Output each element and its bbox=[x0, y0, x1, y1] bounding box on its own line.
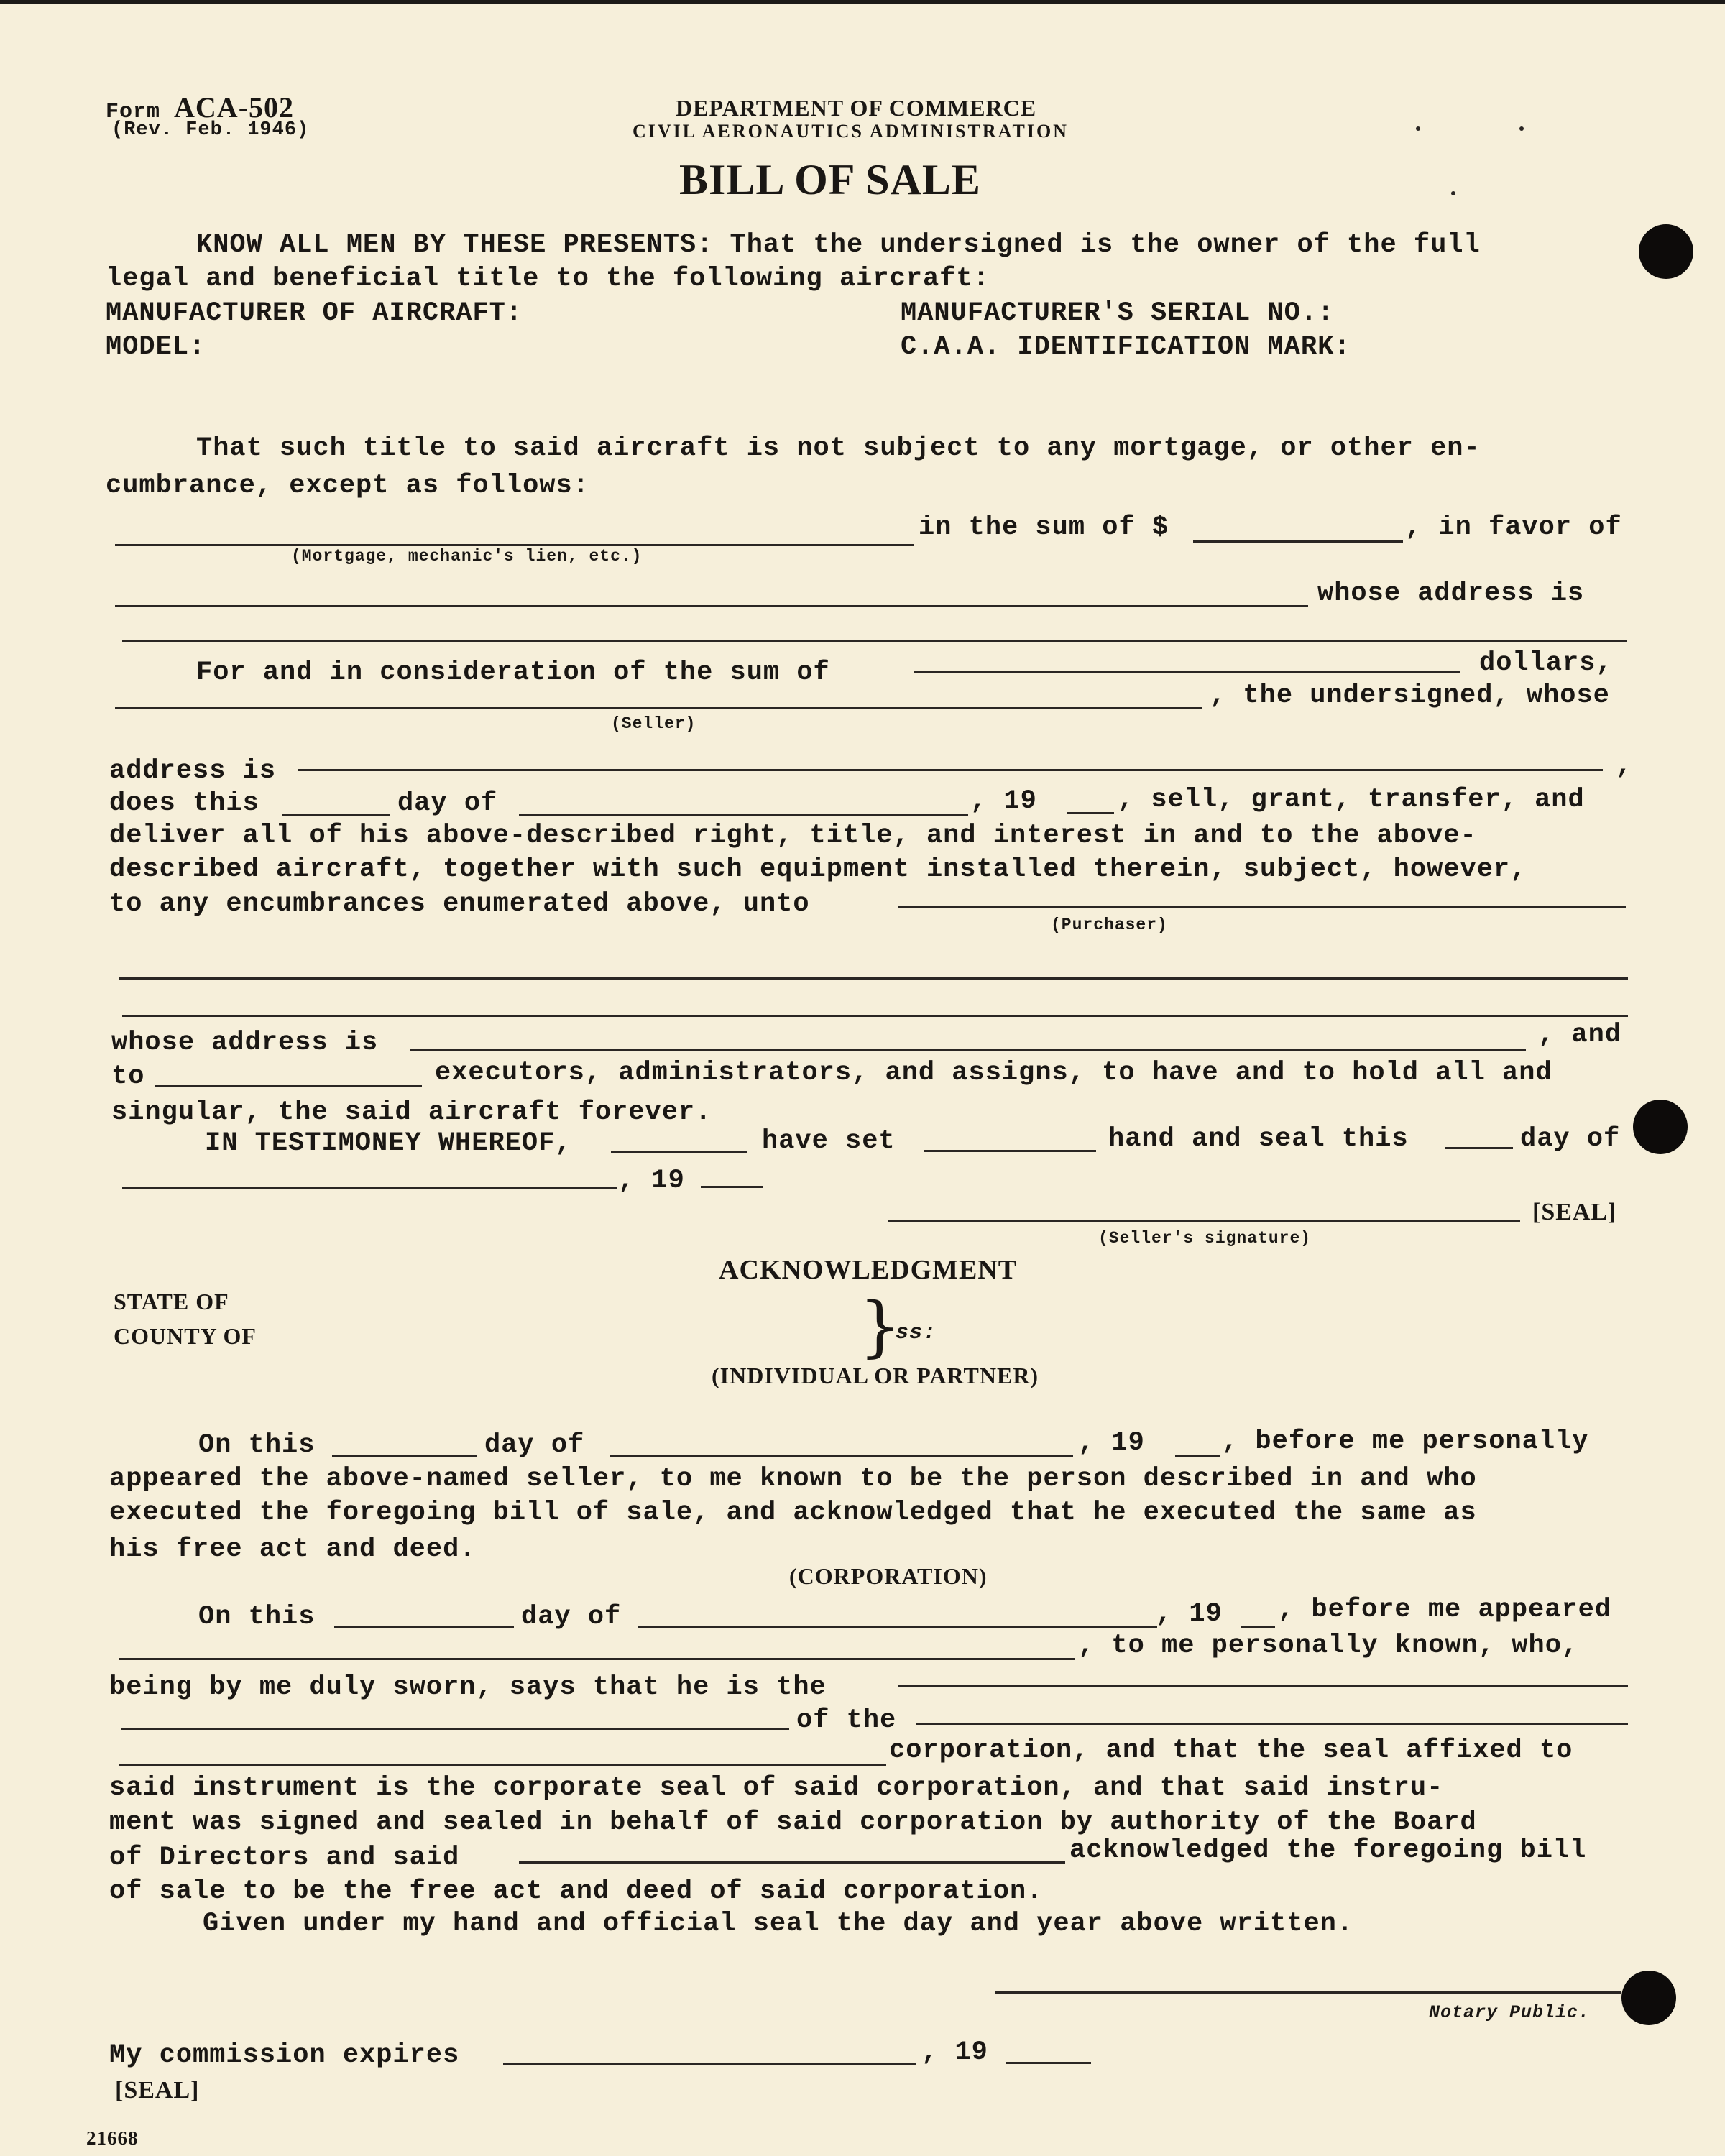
testimony-party-field[interactable] bbox=[611, 1151, 748, 1153]
encumbrance-line-2: cumbrance, except as follows: bbox=[106, 471, 589, 501]
consideration-label: For and in consideration of the sum of bbox=[196, 658, 830, 688]
encumbrance-type-field[interactable] bbox=[115, 544, 914, 546]
ss-brace: } bbox=[859, 1288, 901, 1365]
purchaser-name-field[interactable] bbox=[898, 906, 1626, 908]
punch-hole-top bbox=[1639, 224, 1693, 279]
corp-name-field[interactable] bbox=[916, 1723, 1628, 1725]
seller-caption: (Seller) bbox=[611, 714, 696, 733]
state-label: STATE OF bbox=[114, 1289, 229, 1314]
seller-seal-label: [SEAL] bbox=[1532, 1199, 1617, 1225]
undersigned-label: , the undersigned, whose bbox=[1210, 681, 1610, 711]
purchaser-address-label: whose address is bbox=[111, 1028, 379, 1058]
commission-year-prefix: , 19 bbox=[921, 2037, 988, 2068]
ink-speck bbox=[1416, 126, 1420, 131]
sale-year-field[interactable] bbox=[1067, 812, 1114, 814]
ind-year-field[interactable] bbox=[1175, 1455, 1220, 1457]
testimony-label: IN TESTIMONEY WHEREOF, bbox=[205, 1128, 572, 1158]
corp-name-field-2[interactable] bbox=[119, 1764, 886, 1766]
individual-heading: (INDIVIDUAL OR PARTNER) bbox=[712, 1363, 1039, 1388]
sale-month-field[interactable] bbox=[519, 814, 968, 816]
testimony-day-of-label: day of bbox=[1520, 1124, 1621, 1154]
corp-year-field[interactable] bbox=[1241, 1626, 1275, 1628]
commission-year-field[interactable] bbox=[1006, 2062, 1091, 2064]
caa-mark-label: C.A.A. IDENTIFICATION MARK: bbox=[901, 332, 1351, 362]
whose-address-label: whose address is bbox=[1317, 579, 1585, 609]
serial-label: MANUFACTURER'S SERIAL NO.: bbox=[901, 298, 1335, 328]
corp-line-c: of sale to be the free act and deed of said corporation. bbox=[109, 1876, 1044, 1907]
favor-label: , in favor of bbox=[1405, 512, 1622, 543]
commission-date-field[interactable] bbox=[503, 2063, 916, 2065]
lienholder-address-field[interactable] bbox=[122, 640, 1627, 642]
address-comma: , bbox=[1616, 751, 1633, 781]
corp-appeared-label: , before me appeared bbox=[1278, 1595, 1612, 1625]
department-name: DEPARTMENT OF COMMERCE bbox=[676, 95, 1037, 121]
ind-day-of-label: day of bbox=[484, 1430, 585, 1460]
corp-line-b: ment was signed and sealed in behalf of said corporation by authority of the Board bbox=[109, 1807, 1477, 1838]
ink-speck bbox=[1451, 191, 1455, 195]
purchaser-caption: (Purchaser) bbox=[1051, 916, 1168, 934]
form-number bbox=[106, 93, 294, 123]
seller-signature-caption: (Seller's signature) bbox=[1098, 1229, 1312, 1248]
intro-line-2: legal and beneficial title to the following aircraft: bbox=[106, 264, 990, 294]
notary-signature-field[interactable] bbox=[995, 1991, 1621, 1994]
commission-label: My commission expires bbox=[109, 2040, 460, 2070]
testimony-pronoun-field[interactable] bbox=[924, 1150, 1096, 1152]
form-serial-number: 21668 bbox=[86, 2127, 139, 2149]
does-this-label: does this bbox=[109, 788, 259, 819]
corp-month-field[interactable] bbox=[638, 1626, 1157, 1628]
purchaser-name-field-2[interactable] bbox=[119, 977, 1628, 980]
to-label: to bbox=[111, 1061, 145, 1092]
ss-label: ss: bbox=[896, 1321, 937, 1345]
given-line: Given under my hand and official seal the day and year above written. bbox=[203, 1909, 1354, 1939]
seller-signature-field[interactable] bbox=[888, 1220, 1520, 1222]
purchaser-address-field[interactable] bbox=[410, 1049, 1526, 1051]
sell-grant-label: , sell, grant, transfer, and bbox=[1118, 785, 1585, 815]
form-label: Form bbox=[106, 100, 161, 124]
corp-ack-label: acknowledged the foregoing bill bbox=[1070, 1835, 1587, 1866]
hand-seal-label: hand and seal this bbox=[1108, 1124, 1409, 1154]
testimony-year-prefix: , 19 bbox=[618, 1166, 685, 1196]
corp-on-this-label: On this bbox=[198, 1602, 316, 1632]
corp-officer-title-field-2[interactable] bbox=[121, 1728, 789, 1730]
page-title: BILL OF SALE bbox=[679, 156, 981, 203]
corporation-heading: (CORPORATION) bbox=[789, 1563, 988, 1589]
notary-caption: Notary Public. bbox=[1429, 2002, 1591, 2023]
ind-line-4: his free act and deed. bbox=[109, 1534, 477, 1565]
ind-month-field[interactable] bbox=[610, 1455, 1073, 1457]
sum-label: in the sum of $ bbox=[919, 512, 1169, 543]
encumbrance-type-caption: (Mortgage, mechanic's lien, etc.) bbox=[291, 547, 643, 566]
ind-day-field[interactable] bbox=[332, 1455, 477, 1457]
consideration-amount-field[interactable] bbox=[914, 671, 1460, 673]
testimony-year-field[interactable] bbox=[701, 1186, 763, 1188]
corp-day-of-label: day of bbox=[521, 1602, 622, 1632]
corp-corporation-label: corporation, and that the seal affixed to bbox=[889, 1736, 1573, 1766]
seller-name-field[interactable] bbox=[115, 707, 1202, 709]
described-line: described aircraft, together with such equipment installed therein, subject, however, bbox=[109, 854, 1527, 885]
seller-address-label: address is bbox=[109, 756, 277, 786]
ink-speck bbox=[1519, 126, 1524, 131]
manufacturer-label: MANUFACTURER OF AIRCRAFT: bbox=[106, 298, 523, 328]
corp-known-label: , to me personally known, who, bbox=[1078, 1631, 1579, 1661]
punch-hole-bottom bbox=[1622, 1971, 1676, 2025]
seller-address-field[interactable] bbox=[298, 769, 1603, 771]
corp-directors-label: of Directors and said bbox=[109, 1843, 460, 1873]
encumbrance-line-1: That such title to said aircraft is not subject to any mortgage, or other en- bbox=[196, 433, 1481, 464]
corp-year-prefix: , 19 bbox=[1156, 1599, 1223, 1629]
lienholder-name-field[interactable] bbox=[115, 605, 1308, 607]
ind-on-this-label: On this bbox=[198, 1430, 316, 1460]
dollars-label: dollars, bbox=[1479, 648, 1613, 678]
ind-line-3: executed the foregoing bill of sale, and acknowledged that he executed the same as bbox=[109, 1498, 1477, 1528]
sale-day-of-label: day of bbox=[397, 788, 498, 819]
executors-line: executors, administrators, and assigns, to have and to hold all and bbox=[435, 1058, 1552, 1088]
singular-line: singular, the said aircraft forever. bbox=[111, 1097, 712, 1128]
testimony-month-field[interactable] bbox=[122, 1187, 617, 1189]
county-label: COUNTY OF bbox=[114, 1323, 257, 1349]
intro-line-1: KNOW ALL MEN BY THESE PRESENTS: That the undersigned is the owner of the full bbox=[196, 230, 1481, 260]
ind-line-2: appeared the above-named seller, to me known to be the person described in and who bbox=[109, 1464, 1477, 1494]
punch-hole-middle bbox=[1633, 1100, 1688, 1154]
corp-directors-field[interactable] bbox=[519, 1861, 1065, 1864]
acknowledgment-title: ACKNOWLEDGMENT bbox=[719, 1255, 1018, 1285]
unto-line: to any encumbrances enumerated above, unto bbox=[109, 889, 810, 919]
testimony-day-field[interactable] bbox=[1445, 1147, 1513, 1149]
notary-seal-label: [SEAL] bbox=[115, 2077, 200, 2104]
sale-day-field[interactable] bbox=[282, 814, 390, 816]
deliver-line: deliver all of his above-described right, title, and interest in and to the above- bbox=[109, 821, 1477, 851]
heirs-field[interactable] bbox=[155, 1085, 422, 1087]
form-number-value: ACA-502 bbox=[174, 91, 295, 124]
corp-officer-name-field[interactable] bbox=[119, 1658, 1075, 1660]
model-label: MODEL: bbox=[106, 332, 206, 362]
sale-year-prefix: , 19 bbox=[970, 786, 1037, 816]
corp-officer-title-field[interactable] bbox=[898, 1685, 1628, 1687]
administration-name: CIVIL AERONAUTICS ADMINISTRATION bbox=[632, 121, 1069, 142]
scan-edge bbox=[0, 0, 1725, 4]
purchaser-name-field-3[interactable] bbox=[122, 1015, 1628, 1017]
corp-of-the-label: of the bbox=[796, 1705, 897, 1736]
corp-day-field[interactable] bbox=[334, 1626, 514, 1628]
corp-line-a: said instrument is the corporate seal of said corporation, and that said instru- bbox=[109, 1773, 1444, 1803]
corp-sworn-label: being by me duly sworn, says that he is the bbox=[109, 1672, 827, 1703]
and-label: , and bbox=[1538, 1020, 1622, 1050]
ind-personally-label: , before me personally bbox=[1222, 1427, 1589, 1457]
encumbrance-amount-field[interactable] bbox=[1193, 540, 1403, 543]
ind-year-prefix: , 19 bbox=[1078, 1428, 1145, 1458]
have-set-label: have set bbox=[762, 1126, 896, 1156]
form-revision: (Rev. Feb. 1946) bbox=[111, 119, 310, 141]
